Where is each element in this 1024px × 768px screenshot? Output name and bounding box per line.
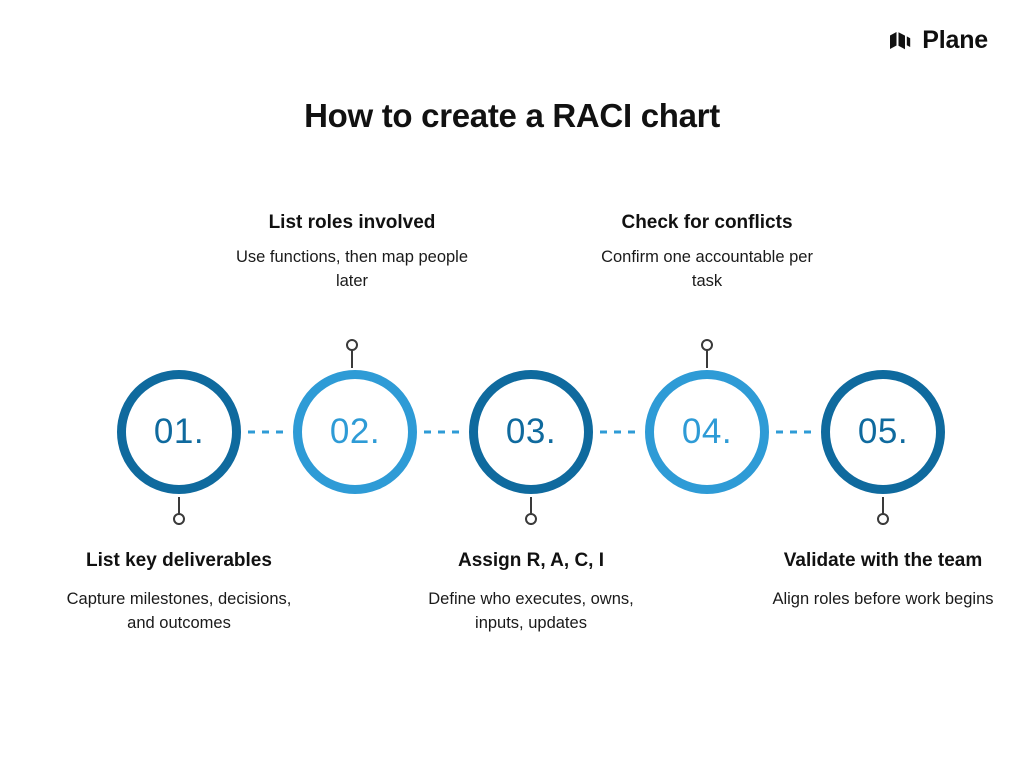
pin-1	[174, 514, 184, 524]
pin-4	[702, 340, 712, 350]
step-description-4: Confirm one accountable per task	[601, 247, 813, 290]
brand-name: Plane	[922, 26, 988, 54]
pin-5	[878, 514, 888, 524]
step-description-3: Define who executes, owns, inputs, updates	[428, 589, 634, 632]
pin-3	[526, 514, 536, 524]
step-label-2	[232, 210, 472, 293]
step-node-2[interactable]	[293, 370, 417, 494]
step-heading-5: Validate with the team	[783, 550, 983, 571]
step-heading-3: Assign R, A, C, I	[457, 550, 605, 571]
step-description-5: Align roles before work begins	[772, 589, 994, 608]
step-number-3: 03.	[505, 412, 557, 451]
step-label-4	[587, 210, 827, 293]
step-heading-2: List roles involved	[268, 212, 436, 233]
step-number-1: 01.	[153, 412, 205, 451]
step-node-4[interactable]	[645, 370, 769, 494]
step-label-1	[59, 548, 299, 635]
step-label-5	[763, 548, 1003, 612]
step-number-5: 05.	[857, 412, 909, 451]
page-title: How to create a RACI chart	[304, 97, 720, 134]
step-number-2: 02.	[329, 412, 381, 451]
step-node-1[interactable]	[117, 370, 241, 494]
pin-2	[347, 340, 357, 350]
step-node-3[interactable]	[469, 370, 593, 494]
step-description-1: Capture milestones, decisions, and outcomes	[66, 589, 292, 632]
step-label-3	[411, 548, 651, 635]
step-number-4: 04.	[681, 412, 733, 451]
step-description-2: Use functions, then map people later	[235, 247, 469, 290]
step-node-5[interactable]	[821, 370, 945, 494]
step-heading-1: List key deliverables	[86, 550, 272, 571]
step-heading-4: Check for conflicts	[621, 212, 793, 233]
